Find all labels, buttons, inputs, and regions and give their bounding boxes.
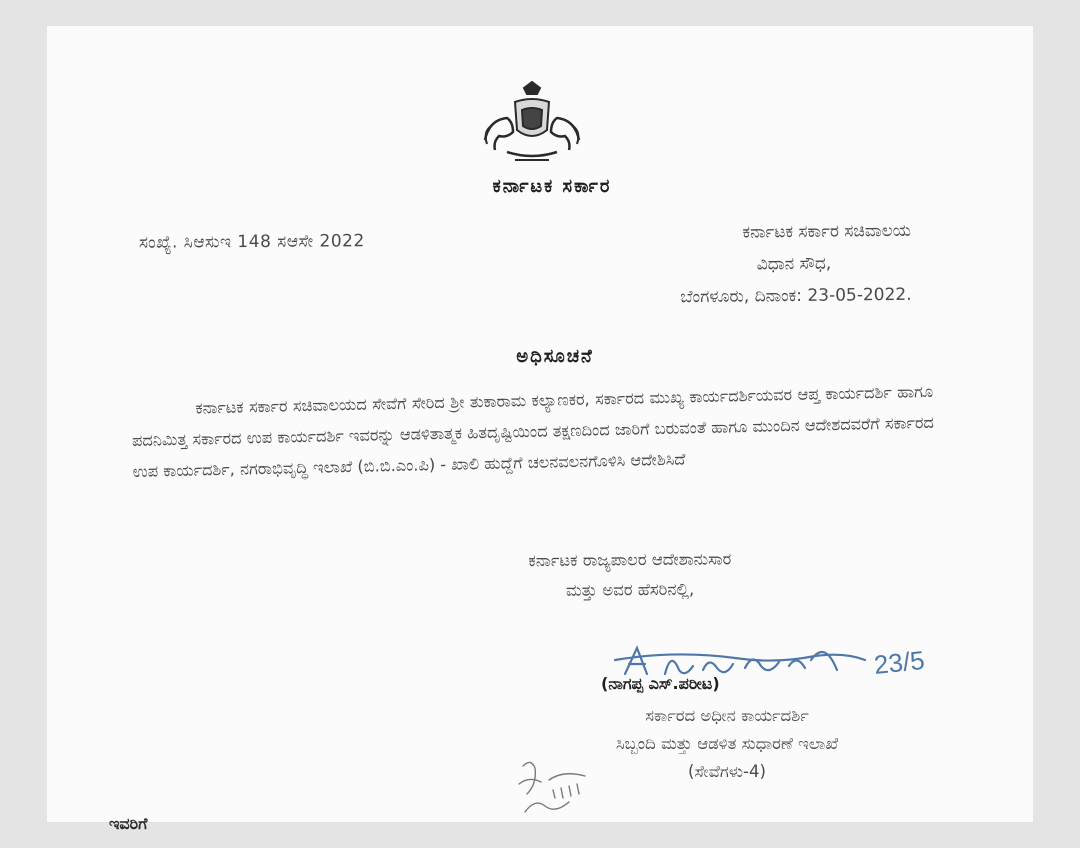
order-line-2: ಮತ್ತು ಅವರ ಹೆಸರಿನಲ್ಲಿ, xyxy=(565,579,695,600)
signatory-name: (ನಾಗಪ್ಪ ಎಸ್.ಪರೀಟ) xyxy=(601,674,720,693)
issuing-office xyxy=(679,215,911,313)
designation-title: ಸರ್ಕಾರದ ಅಧೀನ ಕಾರ್ಯದರ್ಶಿ xyxy=(645,706,809,725)
office-line-1: ಕರ್ನಾಟಕ ಸರ್ಕಾರ ಸಚಿವಾಲಯ xyxy=(742,220,911,243)
section-name: (ಸೇವೆಗಳು-4) xyxy=(688,762,766,781)
order-authority xyxy=(47,542,1033,611)
order-line-1: ಕರ್ನಾಟಕ ರಾಜ್ಯಪಾಲರ ಆದೇಶಾನುಸಾರ xyxy=(528,549,732,571)
department-name: ಸಿಬ್ಬಂದಿ ಮತ್ತು ಆಡಳಿತ ಸುಧಾರಣೆ ಇಲಾಖೆ xyxy=(615,734,839,753)
handwritten-initial-icon xyxy=(505,754,605,824)
office-line-2: ವಿಧಾನ ಸೌಧ, xyxy=(756,253,832,275)
notice-title: ಅಧಿಸೂಚನೆ xyxy=(516,346,594,367)
document-page xyxy=(47,26,1033,833)
notice-body-text: ಕರ್ನಾಟಕ ಸರ್ಕಾರ ಸಚಿವಾಲಯದ ಸೇವೆಗೆ ಸೇರಿದ ಶ್ರೀ ತುಕಾರಾಮ ಕಲ್ಯಾಣಕರ, ಸರ್ಕಾರದ ಮುಖ್ಯ ಕಾರ್ಯದರ್ಶಿಯವರ ಆಪ್ತ ಕಾರ್ಯದರ್ಶಿ ಹಾಗೂ ಪದನಿಮಿತ್ತ ಸರ್ಕಾರದ ಉಪ ಕಾರ್ಯದರ್ಶಿ ಇವರನ್ನು ಆಡಳಿತಾತ್ಮಕ ಹಿತದೃಷ್ಟಿಯಿಂದ ತಕ್ಷಣದಿಂದ ಜಾರಿಗೆ ಬರುವಂತೆ ಹಾಗೂ ಮುಂದಿನ ಆದೇಶದವರೆಗೆ ಸರ್ಕಾರದ ಉಪ ಕಾರ್ಯದರ್ಶಿ, ನಗರಾಭಿವೃದ್ಧಿ ಇಲಾಖೆ (ಬಿ.ಬಿ.ಎಂ.ಪಿ) - ಖಾಲಿ ಹುದ್ದೆಗೆ ಚಲನವಲನಗೊಳಿಸಿ ಆದೇಶಿಸಿದೆ xyxy=(131,381,935,481)
place-date-label: ಬೆಂಗಳೂರು, ದಿನಾಂಕ: xyxy=(679,285,802,308)
government-heading: ಕರ್ನಾಟಕ ಸರ್ಕಾರ xyxy=(492,176,612,197)
reference-number: ಸಂಖ್ಯೆ. ಸಿಆಸುಇ 148 ಸಆಸೇ 2022 xyxy=(138,231,365,253)
notice-body xyxy=(131,376,935,487)
document-date: 23-05-2022. xyxy=(807,284,912,306)
signature-date: 23/5 xyxy=(872,644,926,680)
place-date xyxy=(680,279,912,313)
karnataka-emblem-icon xyxy=(477,80,587,170)
recipient-heading: ಇವರಿಗೆ xyxy=(109,814,148,833)
